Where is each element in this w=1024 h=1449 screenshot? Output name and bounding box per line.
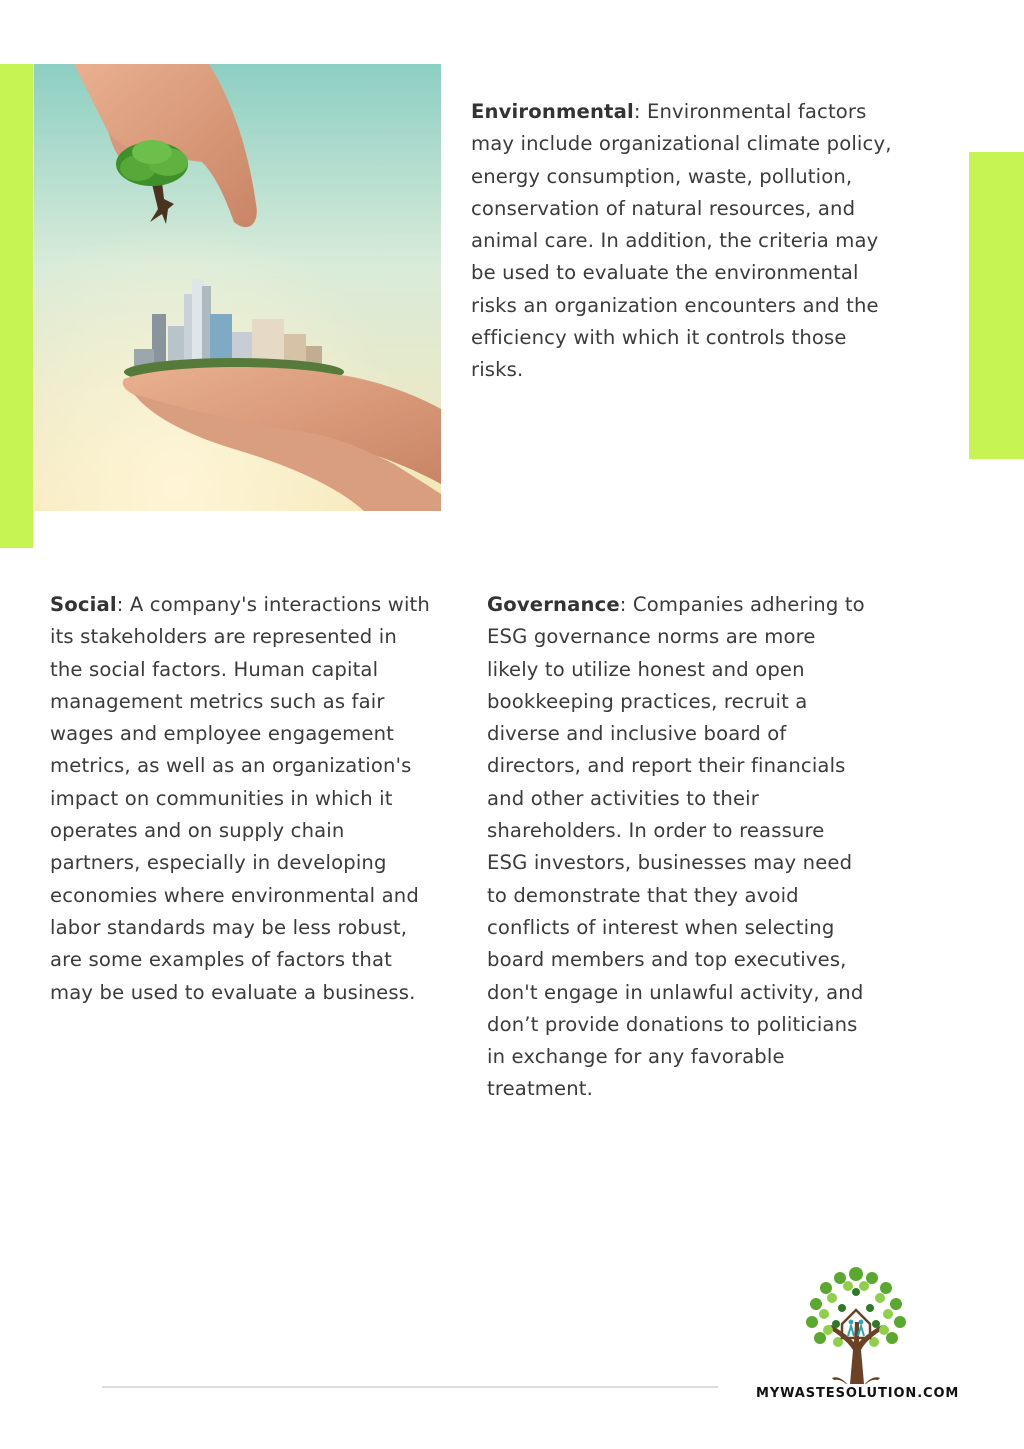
governance-heading: Governance (487, 593, 620, 616)
social-body: : A company's interactions with its stakeholders are represented in the social factors. Human capital management metrics such as fair wages and employee engagement metrics, as well as an organization's impact on communities in which it operates and on supply chain partners, especially in developing economies where environmental and labor standards may be less robust, are some examples of factors that may be used to evaluate a business. (50, 593, 430, 1004)
environmental-heading: Environmental (471, 100, 634, 123)
hands-tree-city-photo (34, 64, 441, 511)
governance-paragraph (487, 589, 902, 1106)
governance-body: : Companies adhering to ESG governance norms are more likely to utilize honest and open bookkeeping practices, recruit a diverse and inclusive board of directors, and report their financials and other activities to their shareholders. In order to reassure ESG investors, businesses may need to demonstrate that they avoid conflicts of interest when selecting board members and top executives, don't engage in unlawful activity, and don’t provide donations to politicians in exchange for any favorable treatment. (487, 593, 865, 1101)
social-heading: Social (50, 593, 117, 616)
footer-site-url: MYWASTESOLUTION.COM (756, 1386, 960, 1401)
environmental-paragraph (471, 96, 941, 387)
right-accent-bar (969, 152, 1024, 459)
tree-logo-icon (798, 1262, 914, 1384)
footer-divider (102, 1386, 718, 1388)
environmental-body: : Environmental factors may include organizational climate policy, energy consumption, waste, pollution, conservation of natural resources, and animal care. In addition, the criteria may be used to evaluate the environmental risks an organization encounters and the efficiency with which it controls those risks. (471, 100, 892, 382)
social-paragraph (50, 589, 465, 1009)
left-accent-bar (0, 64, 33, 548)
